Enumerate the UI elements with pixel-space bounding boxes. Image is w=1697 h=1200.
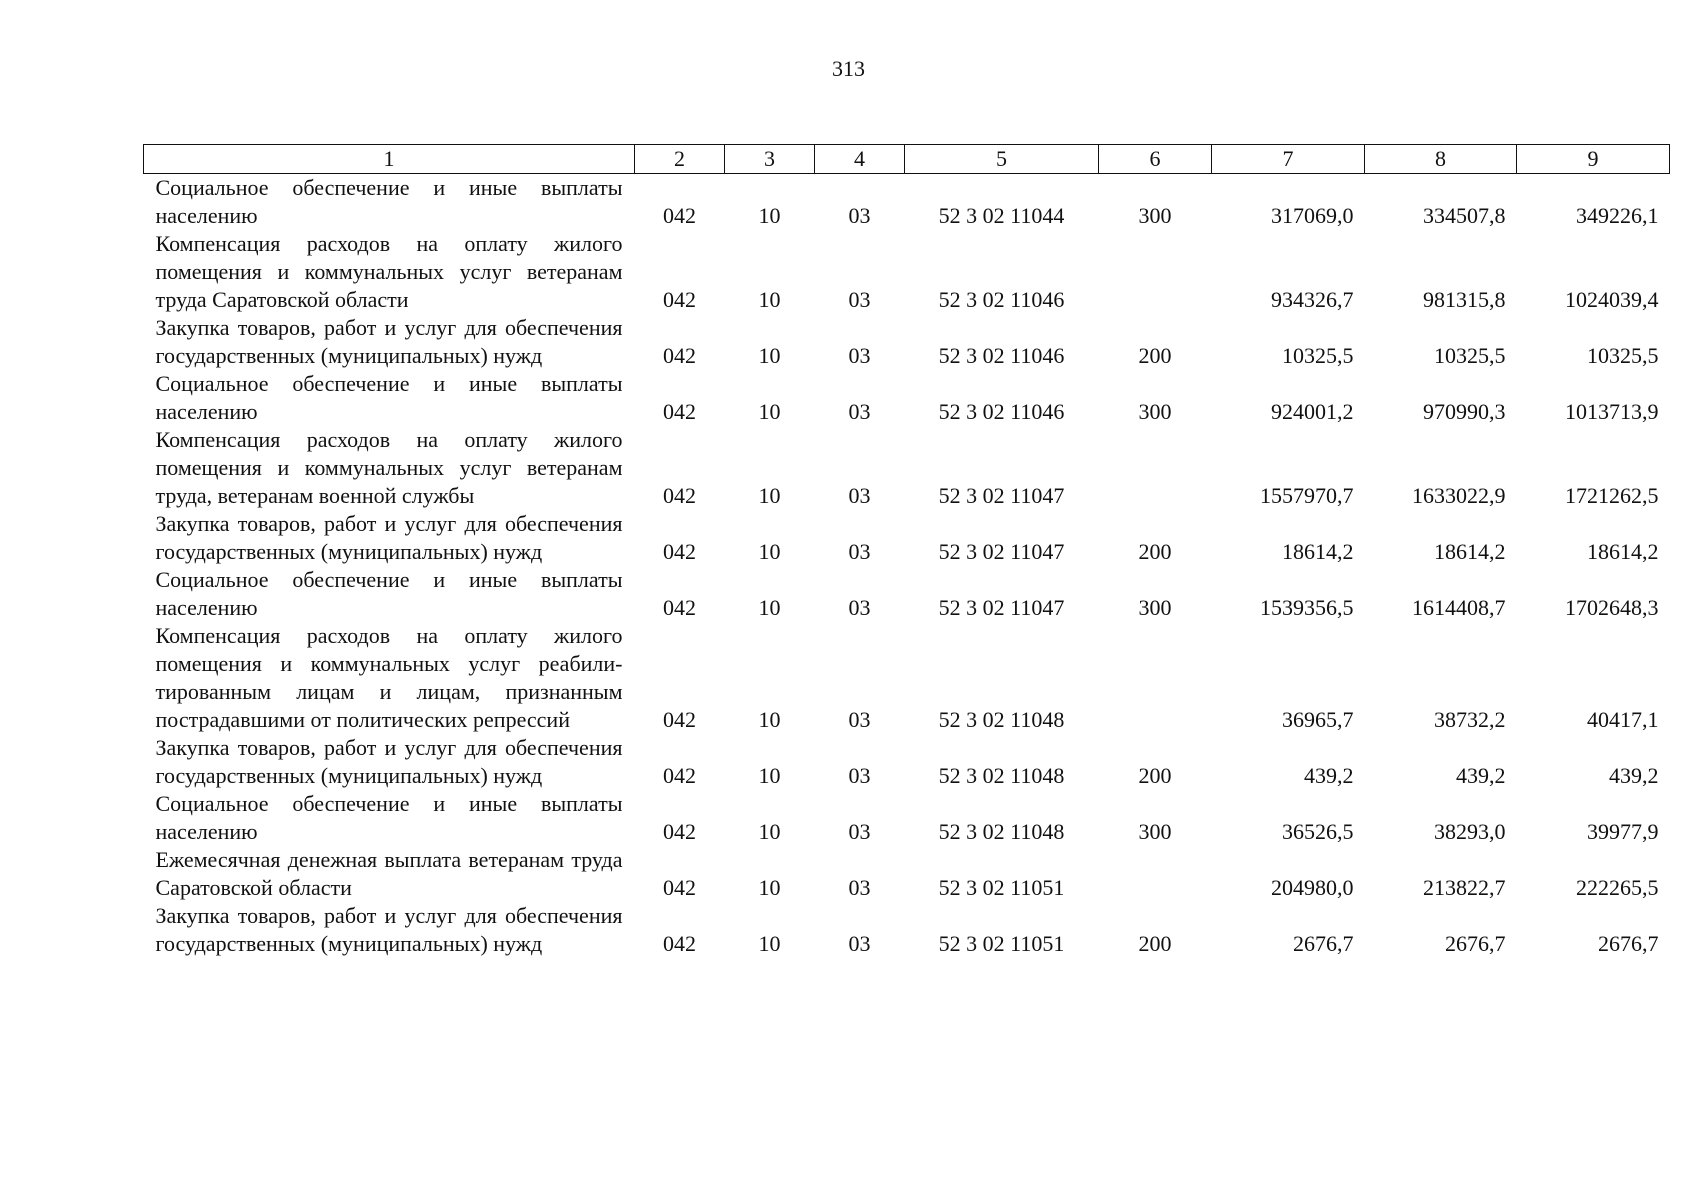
ministry-code-cell: 042	[663, 707, 696, 732]
table-row	[144, 314, 1670, 370]
row-name-cell: Закупка товаров, работ и услуг для обеспечения государственных (муниципальных) нужд	[155, 735, 623, 788]
table-row	[144, 230, 1670, 314]
subsection-cell: 03	[848, 539, 871, 564]
amount-year-2-cell: 10325,5	[1434, 343, 1506, 368]
section-cell: 10	[758, 287, 781, 312]
ministry-code-cell: 042	[663, 203, 696, 228]
amount-year-3-cell: 10325,5	[1587, 343, 1659, 368]
column-header-4: 4	[815, 145, 905, 174]
expense-type-cell	[1099, 622, 1212, 734]
section-cell: 10	[758, 763, 781, 788]
target-article-cell: 52 3 02 11051	[938, 931, 1065, 956]
expense-type-cell	[1099, 426, 1212, 510]
amount-year-3-cell: 39977,9	[1587, 819, 1659, 844]
ministry-code-cell: 042	[663, 343, 696, 368]
table-row	[144, 174, 1670, 231]
amount-year-2-cell: 1614408,7	[1412, 595, 1506, 620]
amount-year-3-cell: 2676,7	[1598, 931, 1659, 956]
target-article-cell: 52 3 02 11046	[938, 287, 1065, 312]
table-row	[144, 510, 1670, 566]
ministry-code-cell: 042	[663, 819, 696, 844]
column-header-3: 3	[725, 145, 815, 174]
amount-year-1-cell: 934326,7	[1271, 287, 1354, 312]
row-name-cell: Компенсация расходов на оплату жилого помещения и коммунальных услуг ветеранам труда Саратовской области	[155, 231, 623, 312]
row-name-cell: Ежемесячная денежная выплата ветеранам труда Саратовской области	[155, 847, 623, 900]
amount-year-1-cell: 924001,2	[1271, 399, 1354, 424]
subsection-cell: 03	[848, 819, 871, 844]
amount-year-2-cell: 38732,2	[1434, 707, 1506, 732]
target-article-cell: 52 3 02 11046	[938, 399, 1065, 424]
table-row	[144, 846, 1670, 902]
column-header-6: 6	[1099, 145, 1212, 174]
amount-year-1-cell: 36965,7	[1282, 707, 1354, 732]
section-cell: 10	[758, 399, 781, 424]
subsection-cell: 03	[848, 203, 871, 228]
expense-type-cell: 300	[1138, 203, 1172, 228]
amount-year-1-cell: 1557970,7	[1260, 483, 1354, 508]
target-article-cell: 52 3 02 11044	[938, 203, 1065, 228]
ministry-code-cell: 042	[663, 931, 696, 956]
ministry-code-cell: 042	[663, 595, 696, 620]
amount-year-1-cell: 18614,2	[1282, 539, 1354, 564]
subsection-cell: 03	[848, 763, 871, 788]
table-row	[144, 566, 1670, 622]
column-header-2: 2	[635, 145, 725, 174]
target-article-cell: 52 3 02 11048	[938, 819, 1065, 844]
expense-type-cell: 200	[1138, 931, 1172, 956]
amount-year-1-cell: 204980,0	[1271, 875, 1354, 900]
amount-year-1-cell: 317069,0	[1271, 203, 1354, 228]
column-header-9: 9	[1517, 145, 1670, 174]
row-name-cell: Социальное обеспечение и иные выплаты населению	[155, 567, 623, 620]
amount-year-3-cell: 1024039,4	[1565, 287, 1659, 312]
table-row	[144, 622, 1670, 734]
column-header-8: 8	[1365, 145, 1517, 174]
section-cell: 10	[758, 707, 781, 732]
table-row	[144, 426, 1670, 510]
subsection-cell: 03	[848, 287, 871, 312]
ministry-code-cell: 042	[663, 399, 696, 424]
section-cell: 10	[758, 483, 781, 508]
section-cell: 10	[758, 203, 781, 228]
amount-year-2-cell: 334507,8	[1423, 203, 1506, 228]
amount-year-2-cell: 38293,0	[1434, 819, 1506, 844]
row-name-cell: Социальное обеспечение и иные выплаты населению	[155, 791, 623, 844]
target-article-cell: 52 3 02 11047	[938, 539, 1065, 564]
row-name-cell: Закупка товаров, работ и услуг для обеспечения государственных (муниципальных) нужд	[155, 903, 623, 956]
row-name-cell: Закупка товаров, работ и услуг для обеспечения государственных (муниципальных) нужд	[155, 315, 623, 368]
amount-year-1-cell: 36526,5	[1282, 819, 1354, 844]
target-article-cell: 52 3 02 11047	[938, 595, 1065, 620]
section-cell: 10	[758, 539, 781, 564]
column-header-1: 1	[144, 145, 635, 174]
table-row	[144, 370, 1670, 426]
section-cell: 10	[758, 931, 781, 956]
target-article-cell: 52 3 02 11046	[938, 343, 1065, 368]
expense-type-cell: 300	[1138, 399, 1172, 424]
subsection-cell: 03	[848, 399, 871, 424]
amount-year-1-cell: 439,2	[1304, 763, 1354, 788]
row-name-cell: Закупка товаров, работ и услуг для обеспечения государственных (муниципальных) нужд	[155, 511, 623, 564]
amount-year-1-cell: 10325,5	[1282, 343, 1354, 368]
page-number: 313	[832, 56, 865, 81]
subsection-cell: 03	[848, 595, 871, 620]
amount-year-1-cell: 2676,7	[1293, 931, 1354, 956]
row-name-cell: Социальное обеспечение и иные выплаты населению	[155, 175, 623, 228]
expense-type-cell: 200	[1138, 763, 1172, 788]
table-row	[144, 902, 1670, 958]
target-article-cell: 52 3 02 11048	[938, 763, 1065, 788]
amount-year-3-cell: 18614,2	[1587, 539, 1659, 564]
amount-year-3-cell: 1702648,3	[1565, 595, 1659, 620]
subsection-cell: 03	[848, 875, 871, 900]
table-body	[144, 174, 1670, 959]
expense-type-cell: 200	[1138, 539, 1172, 564]
row-name-cell: Компенсация расходов на оплату жилого помещения и коммунальных услуг ветеранам труда, ветеранам военной службы	[155, 427, 623, 508]
expense-type-cell: 300	[1138, 595, 1172, 620]
amount-year-2-cell: 970990,3	[1423, 399, 1506, 424]
budget-table	[143, 144, 1670, 958]
amount-year-3-cell: 439,2	[1609, 763, 1659, 788]
column-header-7: 7	[1212, 145, 1365, 174]
table-header-row	[144, 145, 1670, 174]
section-cell: 10	[758, 595, 781, 620]
amount-year-1-cell: 1539356,5	[1260, 595, 1354, 620]
subsection-cell: 03	[848, 707, 871, 732]
subsection-cell: 03	[848, 931, 871, 956]
ministry-code-cell: 042	[663, 875, 696, 900]
subsection-cell: 03	[848, 343, 871, 368]
expense-type-cell: 300	[1138, 819, 1172, 844]
amount-year-3-cell: 222265,5	[1576, 875, 1659, 900]
subsection-cell: 03	[848, 483, 871, 508]
section-cell: 10	[758, 875, 781, 900]
target-article-cell: 52 3 02 11047	[938, 483, 1065, 508]
expense-type-cell: 200	[1138, 343, 1172, 368]
ministry-code-cell: 042	[663, 287, 696, 312]
target-article-cell: 52 3 02 11048	[938, 707, 1065, 732]
amount-year-2-cell: 1633022,9	[1412, 483, 1506, 508]
ministry-code-cell: 042	[663, 483, 696, 508]
expense-type-cell	[1099, 230, 1212, 314]
amount-year-3-cell: 1721262,5	[1565, 483, 1659, 508]
expense-type-cell	[1099, 846, 1212, 902]
amount-year-2-cell: 213822,7	[1423, 875, 1506, 900]
table-row	[144, 734, 1670, 790]
section-cell: 10	[758, 343, 781, 368]
row-name-cell: Социальное обеспечение и иные выплаты населению	[155, 371, 623, 424]
section-cell: 10	[758, 819, 781, 844]
table-row	[144, 790, 1670, 846]
ministry-code-cell: 042	[663, 539, 696, 564]
amount-year-2-cell: 439,2	[1456, 763, 1506, 788]
amount-year-2-cell: 18614,2	[1434, 539, 1506, 564]
amount-year-2-cell: 2676,7	[1445, 931, 1506, 956]
ministry-code-cell: 042	[663, 763, 696, 788]
column-header-5: 5	[905, 145, 1099, 174]
amount-year-3-cell: 40417,1	[1587, 707, 1659, 732]
amount-year-3-cell: 349226,1	[1576, 203, 1659, 228]
amount-year-2-cell: 981315,8	[1423, 287, 1506, 312]
row-name-cell: Компенсация расходов на оплату жилого помещения и коммунальных услуг реабилитированным лицам и лицам, признанным пострадавшими от политических репрессий	[155, 623, 623, 732]
target-article-cell: 52 3 02 11051	[938, 875, 1065, 900]
amount-year-3-cell: 1013713,9	[1565, 399, 1659, 424]
